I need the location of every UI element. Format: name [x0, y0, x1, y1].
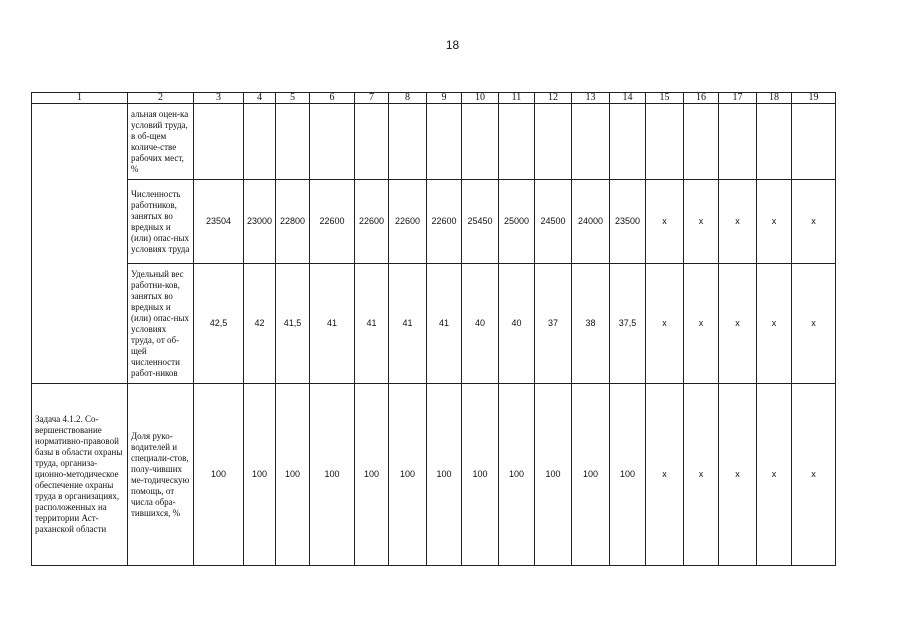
- value-cell: 100: [462, 384, 499, 566]
- table-row: [32, 384, 836, 566]
- indicator-name: Удельный вес работни-ков, занятых во вредных и (или) опас-ных условиях труда, от об-щей численности работ-ников: [128, 264, 194, 384]
- column-number: 19: [792, 93, 836, 104]
- value-cell: 25450: [462, 180, 499, 264]
- value-cell: 100: [572, 384, 610, 566]
- value-cell: 100: [276, 384, 310, 566]
- column-number: 11: [499, 93, 535, 104]
- value-cell: 37: [535, 264, 572, 384]
- value-cell: 100: [194, 384, 244, 566]
- value-cell: 23000: [244, 180, 276, 264]
- value-cell: 42,5: [194, 264, 244, 384]
- column-number: 5: [276, 93, 310, 104]
- value-cell: 22600: [355, 180, 389, 264]
- value-cell: 40: [499, 264, 535, 384]
- value-cell: 41: [310, 264, 355, 384]
- column-number: 18: [757, 93, 792, 104]
- value-cell: [792, 104, 836, 180]
- value-cell: 24500: [535, 180, 572, 264]
- value-cell: 41,5: [276, 264, 310, 384]
- value-cell: 37,5: [610, 264, 646, 384]
- value-cell: [499, 104, 535, 180]
- column-number-row: [32, 93, 836, 104]
- value-cell: x: [719, 384, 757, 566]
- value-cell: [310, 104, 355, 180]
- value-cell: 41: [389, 264, 427, 384]
- value-cell: x: [646, 384, 684, 566]
- value-cell: x: [684, 180, 719, 264]
- value-cell: 22600: [389, 180, 427, 264]
- value-cell: x: [646, 264, 684, 384]
- indicator-name: Доля руко-водителей и специали-стов, полу-чивших ме-тодическую помощь, от числа обра-тившихся, %: [128, 384, 194, 566]
- value-cell: 41: [427, 264, 462, 384]
- column-number: 7: [355, 93, 389, 104]
- value-cell: x: [757, 180, 792, 264]
- value-cell: 42: [244, 264, 276, 384]
- value-cell: x: [719, 180, 757, 264]
- value-cell: 22600: [310, 180, 355, 264]
- column-number: 14: [610, 93, 646, 104]
- column-number: 1: [32, 93, 128, 104]
- value-cell: 100: [310, 384, 355, 566]
- value-cell: [355, 104, 389, 180]
- table-row: [32, 264, 836, 384]
- value-cell: [276, 104, 310, 180]
- value-cell: x: [646, 180, 684, 264]
- value-cell: x: [792, 384, 836, 566]
- column-number: 8: [389, 93, 427, 104]
- value-cell: 100: [535, 384, 572, 566]
- value-cell: x: [757, 264, 792, 384]
- value-cell: 23504: [194, 180, 244, 264]
- indicators-table: [31, 92, 836, 566]
- column-number: 9: [427, 93, 462, 104]
- value-cell: [646, 104, 684, 180]
- column-number: 12: [535, 93, 572, 104]
- value-cell: 100: [244, 384, 276, 566]
- value-cell: 41: [355, 264, 389, 384]
- value-cell: x: [684, 264, 719, 384]
- column-number: 4: [244, 93, 276, 104]
- column-number: 15: [646, 93, 684, 104]
- value-cell: x: [792, 264, 836, 384]
- indicator-name: Численность работников, занятых во вредных и (или) опас-ных условиях труда: [128, 180, 194, 264]
- column-number: 2: [128, 93, 194, 104]
- task-name: Задача 4.1.2. Со-вершенствование нормативно-правовой базы в области охраны труда, организа-ционно-методическое обеспечение охраны труда в организациях, расположенных на территории Аст-раханской области: [32, 384, 128, 566]
- value-cell: [610, 104, 646, 180]
- value-cell: 22800: [276, 180, 310, 264]
- value-cell: [244, 104, 276, 180]
- task-cell-empty: [32, 104, 128, 384]
- value-cell: x: [719, 264, 757, 384]
- value-cell: 38: [572, 264, 610, 384]
- value-cell: x: [792, 180, 836, 264]
- value-cell: [757, 104, 792, 180]
- column-number: 13: [572, 93, 610, 104]
- value-cell: [194, 104, 244, 180]
- value-cell: 100: [499, 384, 535, 566]
- value-cell: x: [757, 384, 792, 566]
- value-cell: x: [684, 384, 719, 566]
- value-cell: 100: [427, 384, 462, 566]
- page-number: 18: [445, 38, 460, 52]
- column-number: 3: [194, 93, 244, 104]
- column-number: 16: [684, 93, 719, 104]
- value-cell: 100: [355, 384, 389, 566]
- column-number: 6: [310, 93, 355, 104]
- value-cell: 40: [462, 264, 499, 384]
- value-cell: 100: [389, 384, 427, 566]
- value-cell: [427, 104, 462, 180]
- value-cell: [719, 104, 757, 180]
- indicator-name: альная оцен-ка условий труда, в об-щем количе-стве рабочих мест, %: [128, 104, 194, 180]
- value-cell: 25000: [499, 180, 535, 264]
- value-cell: 22600: [427, 180, 462, 264]
- value-cell: [572, 104, 610, 180]
- value-cell: 100: [610, 384, 646, 566]
- value-cell: [535, 104, 572, 180]
- column-number: 17: [719, 93, 757, 104]
- value-cell: [684, 104, 719, 180]
- value-cell: 24000: [572, 180, 610, 264]
- value-cell: [462, 104, 499, 180]
- table-row: [32, 104, 836, 180]
- table-row: [32, 180, 836, 264]
- value-cell: 23500: [610, 180, 646, 264]
- value-cell: [389, 104, 427, 180]
- column-number: 10: [462, 93, 499, 104]
